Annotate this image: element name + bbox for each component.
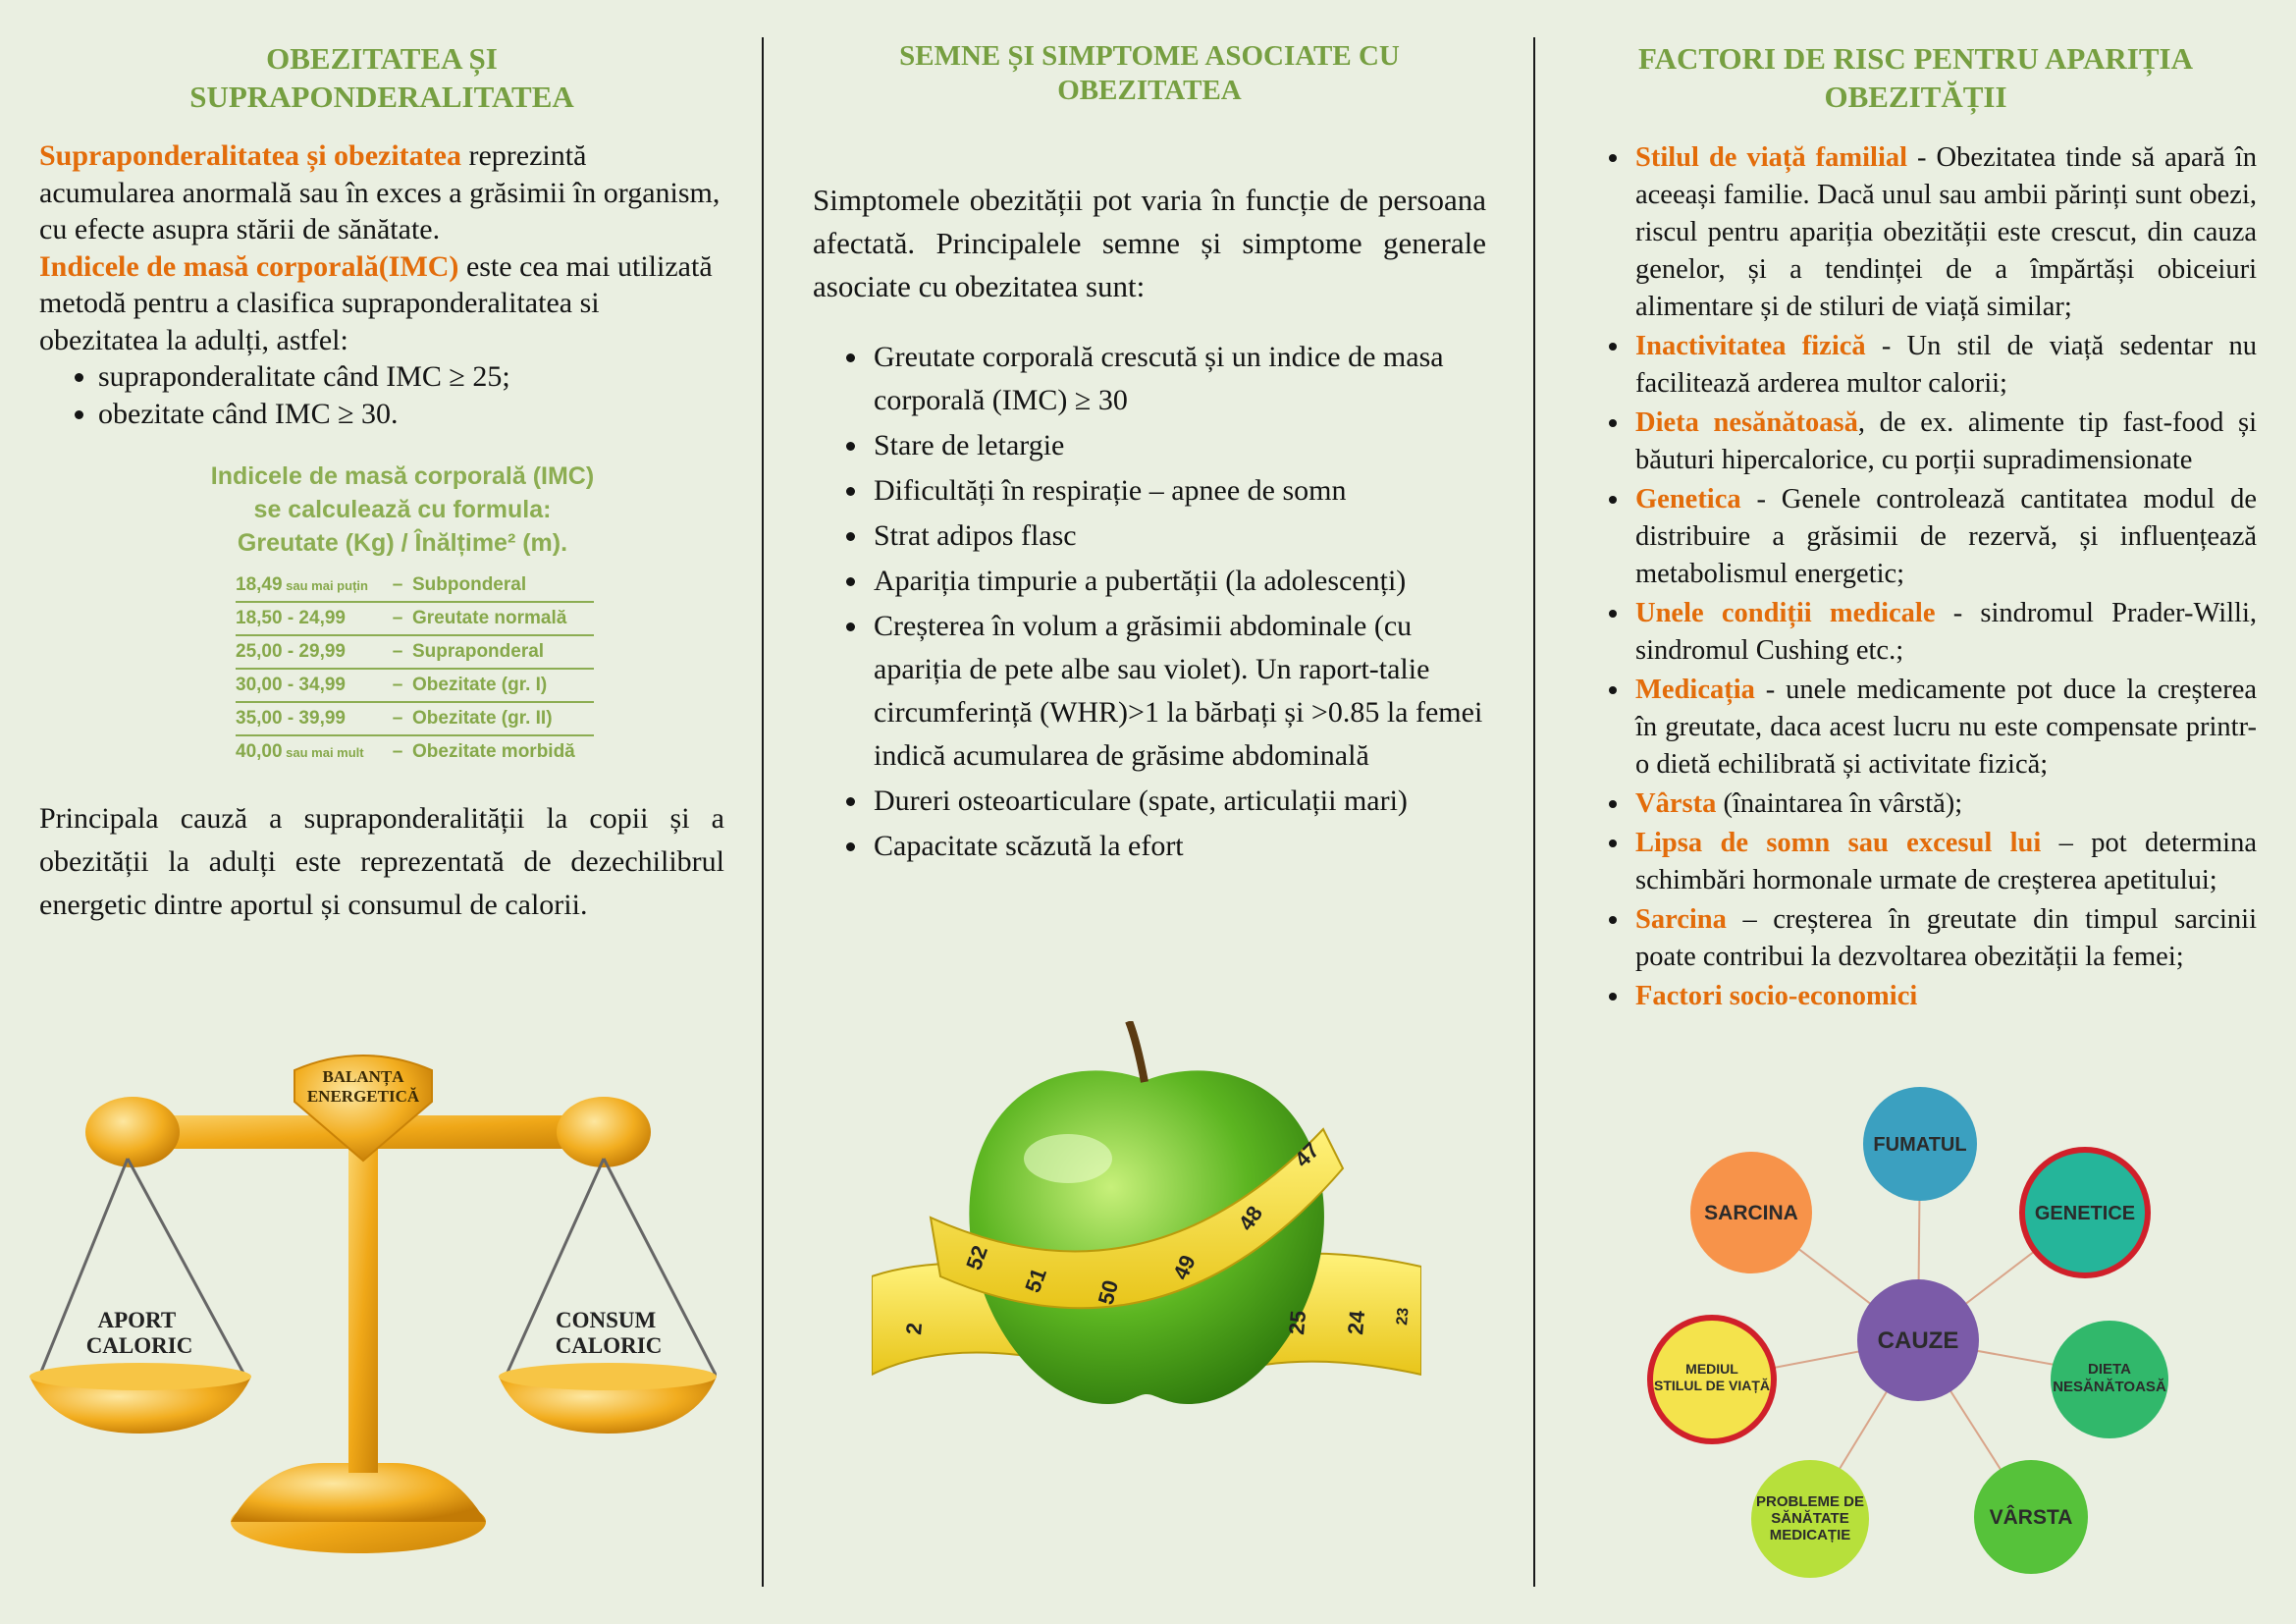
bmi-criteria-list bbox=[39, 358, 724, 432]
tape-number: 50 bbox=[1093, 1277, 1124, 1308]
energy-balance-scale-illustration bbox=[29, 1031, 717, 1561]
apple-stem bbox=[1129, 1021, 1145, 1082]
list-item: • Genetica - Genele controlează cantitatea modul de distribuire a grăsimii de rezervă, și influențează metabolismul energetic; bbox=[1631, 481, 2257, 593]
diagram-center-label: CAUZE bbox=[1877, 1327, 1959, 1354]
symptoms-list bbox=[813, 336, 1486, 868]
list-item: • Unele condiții medicale - sindromul Prader-Willi, sindromul Cushing etc.; bbox=[1631, 595, 2257, 670]
diagram-label: SARCINA bbox=[1704, 1202, 1798, 1224]
diagram-label: VÂRSTA bbox=[1989, 1506, 2073, 1529]
diagram-label: FUMATUL bbox=[1873, 1134, 1967, 1156]
diagram-label: GENETICE bbox=[2034, 1203, 2136, 1224]
list-item: • Dureri osteoarticulare (spate, articulații mari) bbox=[870, 780, 1486, 823]
bmi-table bbox=[196, 460, 609, 768]
list-item: • Dificultăți în respirație – apnee de somn bbox=[870, 469, 1486, 513]
list-item: • Greutate corporală crescută și un indice de masa corporală (IMC) ≥ 30 bbox=[870, 336, 1486, 422]
list-item: • Sarcina – creșterea în greutate din timpul sarcinii poate contribui la dezvoltarea obezității la femei; bbox=[1631, 901, 2257, 976]
tape-number: 23 bbox=[1394, 1307, 1413, 1326]
list-item: • Vârsta (înaintarea în vârstă); bbox=[1631, 785, 2257, 823]
tape-number: 25 bbox=[1284, 1309, 1311, 1336]
list-item: • obezitate când IMC ≥ 30. bbox=[98, 396, 724, 433]
scale-pillar bbox=[348, 1139, 378, 1473]
bmi-formula: Greutate (Kg) / Înălțime² (m). bbox=[237, 529, 568, 557]
list-item: • Dieta nesănătoasă, de ex. alimente tip fast-food și băuturi hipercalorice, cu porții supradimensionate bbox=[1631, 405, 2257, 479]
tape-number: 49 bbox=[1167, 1251, 1201, 1284]
list-item: • Apariția timpurie a pubertății (la adolescenți) bbox=[870, 560, 1486, 603]
list-item: • Factori socio-economici bbox=[1631, 978, 2257, 1015]
list-item: • Capacitate scăzută la efort bbox=[870, 825, 1486, 868]
column-symptoms bbox=[764, 0, 1535, 1624]
tape-number: 52 bbox=[961, 1242, 993, 1273]
scale-center-label-1: BALANȚA bbox=[322, 1067, 404, 1086]
bmi-text: este cea mai utilizată metodă pentru a clasifica supraponderalitatea si obezitatea la adulți, astfel: bbox=[39, 249, 713, 356]
list-item: • Stare de letargie bbox=[870, 424, 1486, 467]
term-bmi: Indicele de masă corporală(IMC) bbox=[39, 249, 459, 283]
diagram-label: MEDIUL bbox=[1685, 1361, 1738, 1377]
pan-label-line: CALORIC bbox=[85, 1333, 193, 1358]
diagram-label: PROBLEME DE bbox=[1755, 1493, 1865, 1510]
bmi-header-line: se calculează cu formula: bbox=[253, 496, 552, 523]
bmi-row: 30,00 - 34,99 – Obezitate (gr. I) bbox=[236, 670, 594, 703]
bmi-header-line: Indicele de masă corporală (IMC) bbox=[210, 462, 595, 490]
tape-number: 47 bbox=[1289, 1137, 1324, 1172]
bmi-row: 40,00 sau mai mult – Obezitate morbidă bbox=[236, 741, 575, 762]
risk-factors-list bbox=[1575, 139, 2257, 1015]
definition-text: reprezintă acumularea anormală sau în exces a grăsimii în organism, cu efecte asupra stării de sănătate. bbox=[39, 139, 721, 245]
right-pan-label: CONSUM CALORIC bbox=[555, 1308, 663, 1358]
list-item: • Stilul de viață familial - Obezitatea tinde să apară în aceeași familie. Dacă unul sau ambii părinți sunt obezi, riscul pentru apariția obezității este crescut, din cauza genelor, și a tendinței de a împărtăși obiceiuri alimentare și de stiluri de viață similar; bbox=[1631, 139, 2257, 326]
column-title: SEMNE ȘI SIMPTOME ASOCIATE CU OBEZITATEA bbox=[899, 40, 1400, 106]
list-item: • Inactivitatea fizică - Un stil de viață sedentar nu facilitează arderea multor calorii; bbox=[1631, 328, 2257, 403]
bmi-row: 18,49 sau mai puțin – Subponderal bbox=[236, 569, 594, 603]
diagram-label: MEDICAȚIE bbox=[1769, 1527, 1851, 1543]
list-item: • Creșterea în volum a grăsimii abdominale (cu apariția de pete albe sau violet). Un raport-talie circumferință (WHR)>1 la bărbați și >0.85 la femei indică acumularea de grăsime abdominală bbox=[870, 605, 1486, 778]
column-title: FACTORI DE RISC PENTRU APARIȚIA OBEZITĂȚII bbox=[1638, 41, 2193, 114]
pan-label-line: CALORIC bbox=[555, 1333, 663, 1358]
list-item: • supraponderalitate când IMC ≥ 25; bbox=[98, 358, 724, 396]
diagram-label: DIETA bbox=[2088, 1361, 2131, 1378]
bmi-row: 35,00 - 39,99 – Obezitate (gr. II) bbox=[236, 703, 594, 736]
diagram-label: NESĂNĂTOASĂ bbox=[2053, 1379, 2166, 1395]
bmi-row: 25,00 - 29,99 – Supraponderal bbox=[236, 636, 594, 670]
tape-number: 51 bbox=[1020, 1265, 1052, 1296]
causes-diagram bbox=[1643, 1075, 2193, 1586]
symptoms-intro: Simptomele obezității pot varia în funcție de persoana afectată. Principalele semne și simptome generale asociate cu obezitatea sunt: bbox=[813, 183, 1486, 303]
definition-paragraph bbox=[39, 137, 724, 358]
tape-number: 48 bbox=[1233, 1201, 1268, 1235]
left-pan-label: APORT CALORIC bbox=[85, 1308, 193, 1358]
term-overweight-obesity: Supraponderalitatea și obezitatea bbox=[39, 139, 461, 172]
bmi-table-header bbox=[196, 460, 609, 560]
tape-number: 2 bbox=[901, 1322, 928, 1336]
column-risk-factors bbox=[1535, 0, 2296, 1624]
diagram-label: SĂNĂTATE bbox=[1771, 1510, 1849, 1527]
main-cause-paragraph: Principala cauză a supraponderalității la copii și a obezității la adulți este reprezentată de dezechilibrul energetic dintre aportul și consumul de calorii. bbox=[39, 802, 724, 921]
bmi-row: 18,50 - 24,99 – Greutate normală bbox=[236, 603, 594, 636]
column-obesity-definition bbox=[0, 0, 764, 1624]
diagram-label: STILUL DE VIAȚĂ bbox=[1654, 1378, 1770, 1393]
list-item: • Strat adipos flasc bbox=[870, 514, 1486, 558]
definition-block bbox=[39, 137, 724, 432]
apple-measuring-tape-illustration bbox=[872, 1021, 1421, 1453]
list-item: • Medicația - unele medicamente pot duce la creșterea în greutate, daca acest lucru nu este compensate printr-o dietă echilibrată și activitate fizică; bbox=[1631, 672, 2257, 784]
column-title: OBEZITATEA ȘI SUPRAPONDERALITATEA bbox=[189, 41, 574, 114]
list-item: • Lipsa de somn sau excesul lui – pot determina schimbări hormonale urmate de creșterea apetitului; bbox=[1631, 825, 2257, 899]
scale-center-label-2: ENERGETICĂ bbox=[306, 1087, 420, 1106]
tape-number: 24 bbox=[1343, 1309, 1370, 1336]
